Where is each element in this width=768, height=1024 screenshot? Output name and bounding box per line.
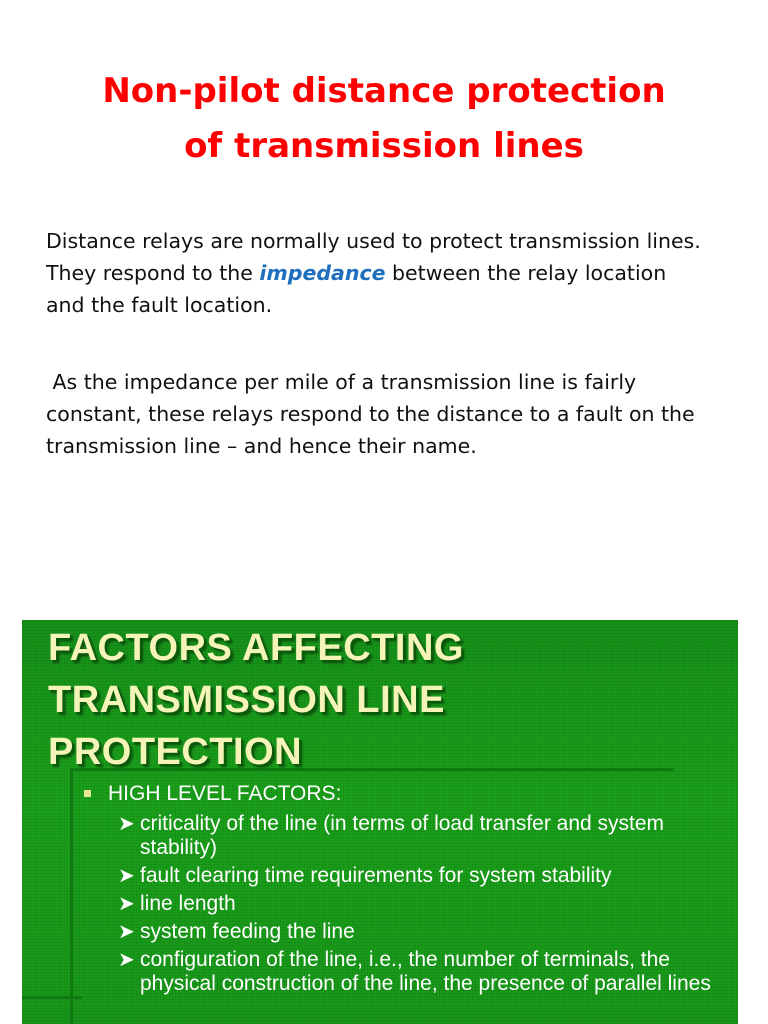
paragraph-1-line-2-end: between the relay location (385, 261, 667, 285)
slide-title-line-2: TRANSMISSION LINE (48, 679, 445, 721)
impedance-emphasis: impedance (259, 261, 386, 285)
embedded-slide (22, 620, 738, 1024)
list-item-text: fault clearing time requirements for system stability (140, 864, 612, 887)
slide-title (48, 622, 464, 778)
slide-title-line-3: PROTECTION (48, 731, 303, 773)
paragraph-impedance-per-mile (46, 366, 736, 462)
list-item-text: line length (140, 892, 236, 915)
paragraph-1-line-2 (46, 257, 736, 289)
page-title-line-2: of transmission lines (184, 126, 584, 166)
slide-bullet-list (78, 782, 728, 1000)
paragraph-1-line-2-start: They respond to the (46, 261, 260, 285)
list-item (78, 920, 728, 944)
list-item-text: criticality of the line (in terms of load transfer and system stability) (140, 812, 665, 859)
list-item (78, 812, 728, 860)
list-item-text: configuration of the line, i.e., the number of terminals, the physical construction of the line, the presence of parallel lines (140, 948, 711, 995)
list-item (78, 892, 728, 916)
page-title (0, 64, 768, 174)
arrow-bullet-icon: ➤ (118, 813, 135, 835)
paragraph-distance-relays (46, 225, 736, 321)
list-item (78, 864, 728, 888)
arrow-bullet-icon: ➤ (118, 865, 135, 887)
paragraph-1-line-3: and the fault location. (46, 293, 273, 317)
arrow-bullet-icon: ➤ (118, 949, 135, 971)
paragraph-1-line-1: Distance relays are normally used to protect transmission lines. (46, 229, 701, 253)
paragraph-2-line-3: transmission line – and hence their name. (46, 434, 477, 458)
page-title-line-1: Non-pilot distance protection (102, 71, 666, 111)
list-item-text: system feeding the line (140, 920, 355, 943)
paragraph-2-line-1: As the impedance per mile of a transmission line is fairly (46, 370, 637, 394)
list-item-heading (78, 782, 728, 806)
list-item (78, 948, 728, 996)
high-level-factors-heading: HIGH LEVEL FACTORS: (108, 782, 342, 805)
paragraph-2-line-2: constant, these relays respond to the distance to a fault on the (46, 402, 695, 426)
arrow-bullet-icon: ➤ (118, 921, 135, 943)
slide-decorative-line-bottom (22, 996, 82, 999)
arrow-bullet-icon: ➤ (118, 893, 135, 915)
slide-decorative-line-vertical (70, 768, 73, 1024)
square-bullet-icon (84, 790, 91, 797)
slide-title-line-1: FACTORS AFFECTING (48, 627, 464, 669)
